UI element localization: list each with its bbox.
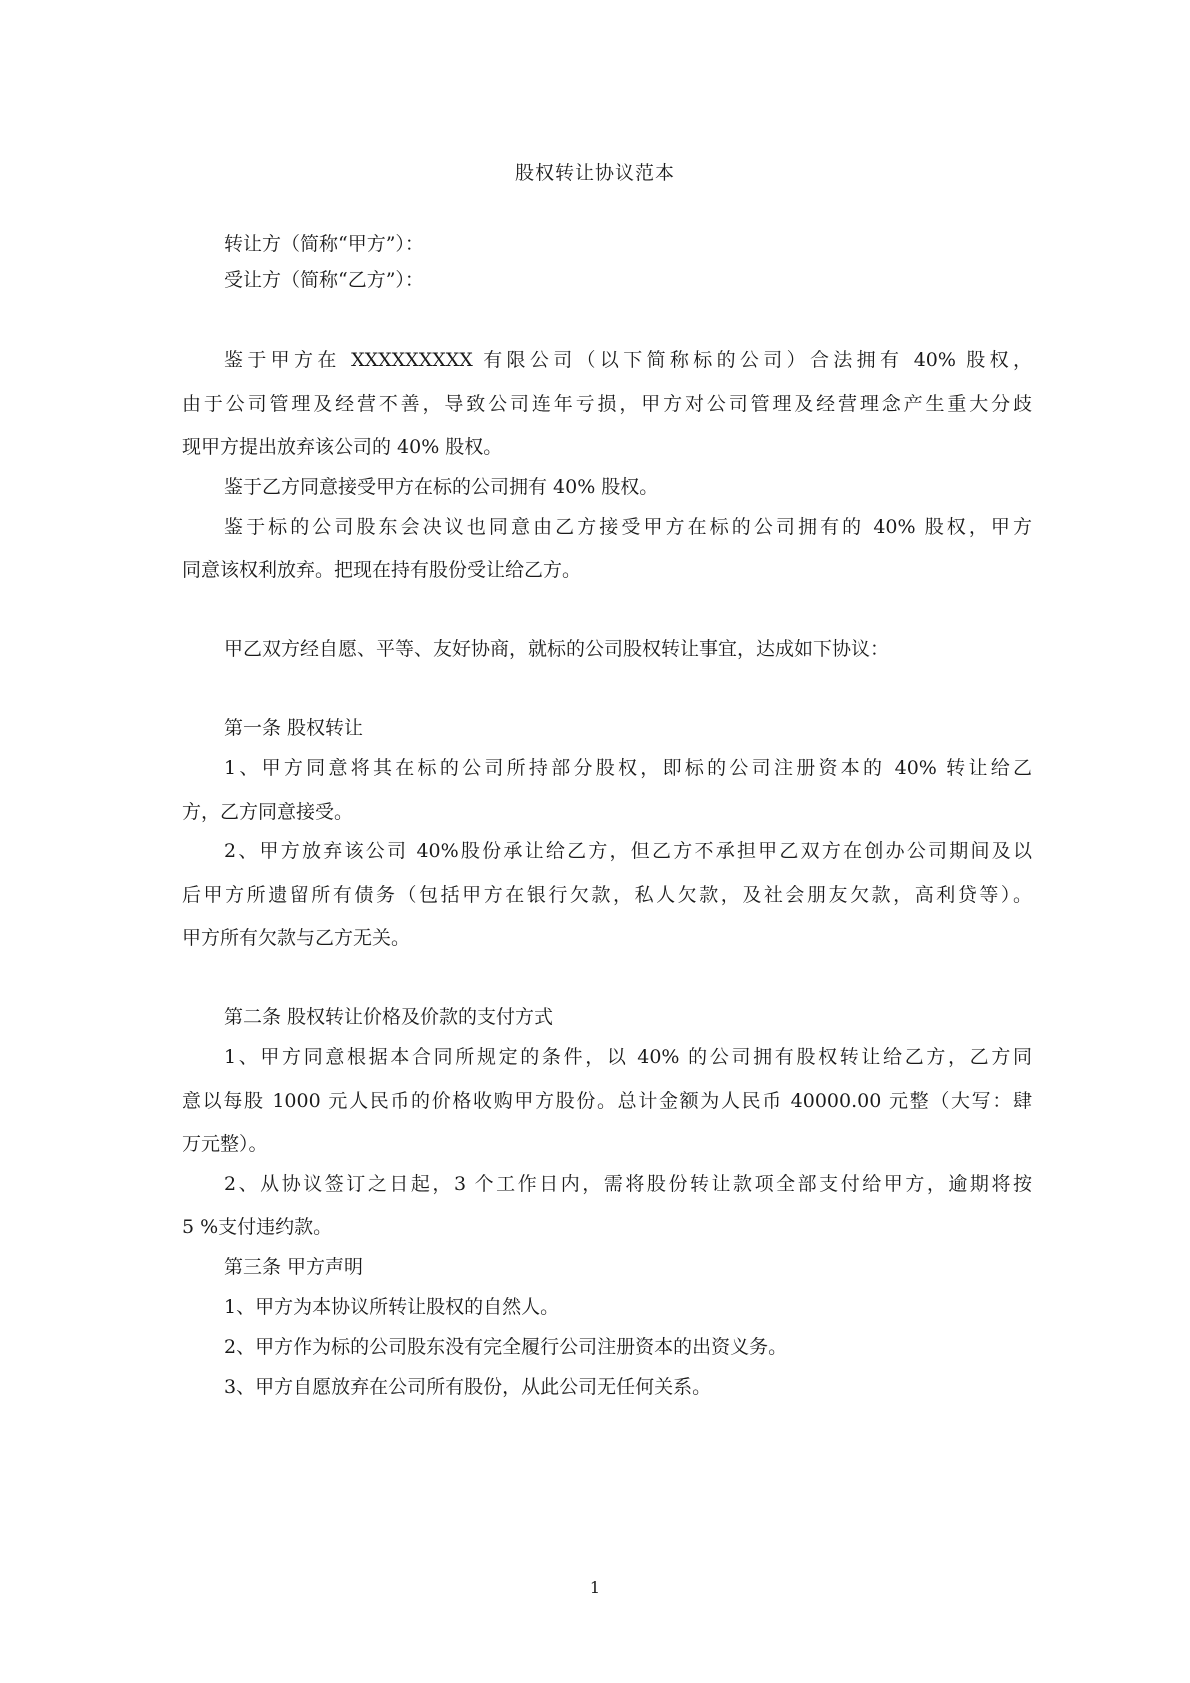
article-1-p2-line-2: 后甲方所遗留所有债务（包括甲方在银行欠款，私人欠款，及社会朋友欠款，高利贷等）。 — [182, 884, 1032, 906]
document-title: 股权转让协议范本 — [514, 162, 675, 184]
article-2-p2-line-1: 2、从协议签订之日起，3 个工作日内，需将股份转让款项全部支付给甲方，逾期将按 — [224, 1173, 1032, 1195]
recital-1-line-1: 鉴于甲方在 XXXXXXXXX 有限公司（以下简称标的公司）合法拥有 40% 股权， — [224, 349, 1032, 371]
article-1-p1-line-2: 方，乙方同意接受。 — [182, 801, 354, 823]
article-1-p1-line-1: 1、甲方同意将其在标的公司所持部分股权，即标的公司注册资本的 40% 转让给乙 — [224, 757, 1032, 779]
recital-1-line-2: 由于公司管理及经营不善，导致公司连年亏损，甲方对公司管理及经营理念产生重大分歧 — [182, 393, 1032, 415]
article-2-p1-line-2: 意以每股 1000 元人民币的价格收购甲方股份。总计金额为人民币 40000.00 元整（大写：肆 — [182, 1090, 1032, 1112]
article-1-p2-line-3: 甲方所有欠款与乙方无关。 — [182, 927, 411, 949]
article-3-p3: 3、甲方自愿放弃在公司所有股份，从此公司无任何关系。 — [224, 1376, 712, 1398]
article-2-p1-line-3: 万元整）。 — [182, 1133, 268, 1155]
article-3-p1: 1、甲方为本协议所转让股权的自然人。 — [224, 1296, 560, 1318]
recital-1-line-3: 现甲方提出放弃该公司的 40% 股权。 — [182, 436, 503, 458]
article-2-heading: 第二条 股权转让价格及价款的支付方式 — [224, 1006, 554, 1028]
page-number: 1 — [589, 1578, 601, 1597]
article-3-p2: 2、甲方作为标的公司股东没有完全履行公司注册资本的出资义务。 — [224, 1336, 788, 1358]
article-2-p2-line-2: 5 %支付违约款。 — [182, 1216, 333, 1238]
transferee-line: 受让方（简称“乙方”）： — [224, 269, 424, 291]
article-2-p1-line-1: 1、甲方同意根据本合同所规定的条件，以 40% 的公司拥有股权转让给乙方，乙方同 — [224, 1046, 1032, 1068]
article-3-heading: 第三条 甲方声明 — [224, 1256, 364, 1278]
article-1-p2-line-1: 2、甲方放弃该公司 40%股份承让给乙方，但乙方不承担甲乙双方在创办公司期间及以 — [224, 840, 1032, 862]
agreement-intro: 甲乙双方经自愿、平等、友好协商，就标的公司股权转让事宜，达成如下协议： — [224, 638, 890, 660]
recital-2-line-1: 鉴于乙方同意接受甲方在标的公司拥有 40% 股权。 — [224, 476, 659, 498]
recital-3-line-2: 同意该权利放弃。把现在持有股份受让给乙方。 — [182, 559, 582, 581]
article-1-heading: 第一条 股权转让 — [224, 717, 364, 739]
recital-3-line-1: 鉴于标的公司股东会决议也同意由乙方接受甲方在标的公司拥有的 40% 股权，甲方 — [224, 516, 1032, 538]
transferor-line: 转让方（简称“甲方”）： — [224, 233, 424, 255]
